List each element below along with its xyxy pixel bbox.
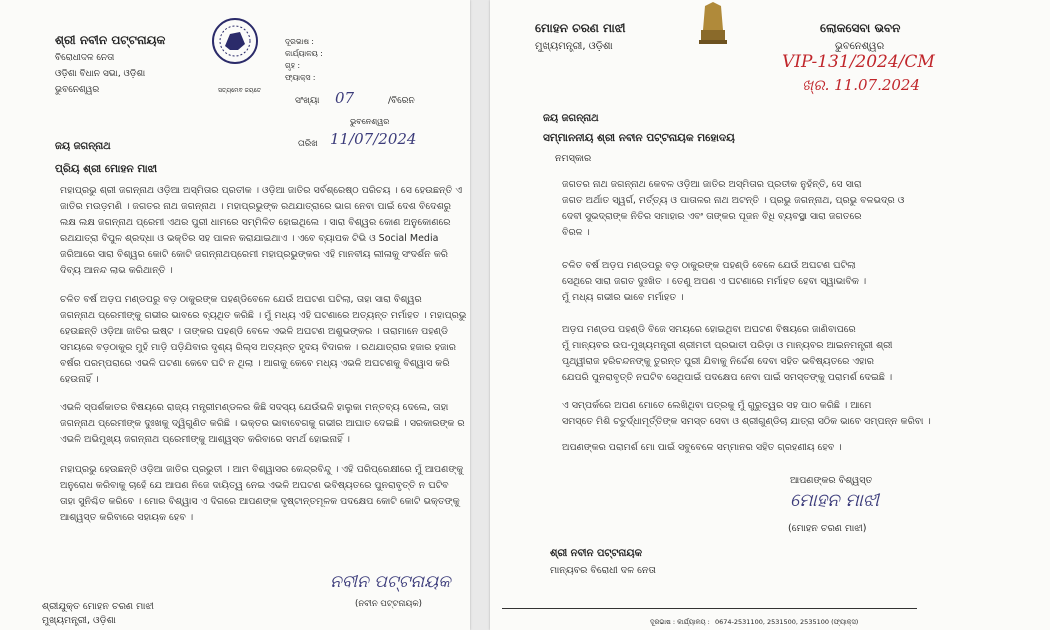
paragraph: [60, 183, 463, 279]
paragraph: [562, 398, 957, 430]
paragraph: [60, 400, 465, 448]
paragraph-line: ଅପଣଙ୍କର ପରାମର୍ଶ ମୋ ପାଇଁ ସବୁବେଳେ ସମ୍ମାନର ସହିତ ଗ୍ରହଣୀୟ ହେବ ।: [562, 442, 842, 453]
paragraph-line: ଏ ସମ୍ପର୍କରେ ଅପଣ ମୋତେ ଲେଖିଥିବା ପତ୍ରକୁ ମୁଁ ଗୁରୁତ୍ୱର ସହ ପାଠ କରିଛି । ଆମେ: [562, 400, 872, 411]
contact-label: କାର୍ଯ୍ୟାଳୟ :: [285, 49, 323, 58]
salutation: ପ୍ରିୟ ଶ୍ରୀ ମୋହନ ମାଝୀ: [55, 163, 158, 175]
reference-date: ଖ୍ର. 11.07.2024: [802, 76, 921, 94]
paragraph-line: ବର୍ଷର ପରମ୍ପରାରେ ଏଭଳି ଘଟଣା କେବେ ଘଟି ନ ଥିଲା । ଆଗକୁ କେବେ ମଧ୍ୟ ଏଭଳି ଅଘଟଣକୁ ବିଶ୍ୱାସ କରି: [60, 358, 450, 369]
office-place: ଭୁବନେଶ୍ୱର: [835, 41, 885, 52]
sender-name: ଶ୍ରୀ ନବୀନ ପଟ୍ଟନାୟକ: [55, 33, 166, 47]
footer-label: ଦୂରଭାଷ : କାର୍ଯ୍ୟାଳୟ :: [650, 618, 710, 626]
recipient-line: ଶ୍ରୀ ନବୀନ ପଟ୍ଟନାୟକ: [550, 548, 642, 559]
paragraph-line: ହେଉଛନ୍ତି ଓଡ଼ିଆ ଜାତିର ଇଷ୍ଟ । ତାଙ୍କର ପହଣ୍ଡି ବେଳେ ଏଭଳି ଅଘଟଣ ଅଶୁଭଙ୍କର । ତାରାମାନେ ପହଣ୍ଡି: [60, 326, 449, 337]
paragraph-line: ମହାପ୍ରଭୁ ହେଉଛନ୍ତି ଓଡ଼ିଆ ଜାତିର ପ୍ରଭୁତୀ । ଆମ ବିଶ୍ୱାସର କେନ୍ଦ୍ରବିନ୍ଦୁ । ଏହି ପରିପ୍ରେକ୍ଷୀରେ ମୁଁ ଆପଣଙ୍କୁ: [60, 464, 464, 475]
paragraph-line: ଜଗତର ନାଥ ଜଗନ୍ନାଥ କେବଳ ଓଡ଼ିଆ ଜାତିର ଅସ୍ମିତାର ପ୍ରତୀକ ନୁହଁନ୍ତି, ସେ ସାରା: [562, 179, 862, 190]
paragraph: [60, 292, 467, 388]
date-label: ତାରିଖ: [298, 139, 318, 149]
paragraph-line: ବିରଳ ।: [562, 227, 590, 238]
paragraph-line: ରଥଯାତ୍ରା ବିପୁଳ ଶ୍ରଦ୍ଧା ଓ ଭକ୍ତିର ସହ ପାଳନ କରାଯାଇଥାଏ । ଏବେ ବ୍ୟାପକ ଟିଭି ଓ Social Media: [60, 233, 439, 244]
recipient-line: ମାନ୍ୟବର ବିରୋଧୀ ଦଳ ନେତା: [550, 565, 656, 576]
emblem-caption: ସତ୍ୟମେବ ଜୟତେ: [218, 87, 262, 94]
number-label: ସଂଖ୍ୟା: [295, 96, 320, 106]
paragraph-line: ଏଭଳି ସ୍ପର୍ଶକାତର ବିଷୟରେ ରାଜ୍ୟ ମନ୍ତ୍ରୀମଣ୍ଡଳର କିଛି ସଦସ୍ୟ ଯେଉଁଭଳି ହାଲୁକା ମନ୍ତବ୍ୟ ଦେଲେ, ତାହା: [60, 402, 449, 413]
salutation: ସମ୍ମାନନୀୟ ଶ୍ରୀ ନବୀନ ପଟ୍ଟନାୟକ ମହୋଦୟ: [543, 132, 735, 144]
paragraph: [562, 177, 957, 241]
paragraph-line: ମୁଁ ମାନ୍ୟବର ଉପ-ମୁଖ୍ୟମନ୍ତ୍ରୀ ଶ୍ରୀମତୀ ପ୍ରଭାତୀ ପରିଡ଼ା ଓ ମାନ୍ୟବର ଆଇନମନ୍ତ୍ରୀ ଶ୍ରୀ: [562, 340, 893, 351]
contact-label: ଫ୍ୟାକ୍ସ :: [285, 73, 316, 82]
sender-address-line: ବିରୋଧୀଦଳ ନେତା: [55, 53, 115, 63]
paragraph-line: ମହାପ୍ରଭୁ ଶ୍ରୀ ଜଗନ୍ନାଥ ଓଡ଼ିଆ ଅସ୍ମିତାର ପ୍ରତୀକ । ଓଡ଼ିଆ ଜାତିର ସର୍ବଶ୍ରେଷ୍ଠ ପରିଚୟ । ସେ ହେଉଛନ୍ତି ଏ: [60, 185, 463, 196]
letter-left: [0, 0, 470, 630]
letter-right: [490, 0, 1050, 630]
paragraph-line: ଜଗତ ଅର୍ଥାତ ସ୍ୱର୍ଗ, ମର୍ତ୍ତ୍ୟ ଓ ପାତାଳର ନାଥ ଅଟନ୍ତି । ପ୍ରଭୁ ଜଗନ୍ନାଥ, ପ୍ରଭୁ ବଳଭଦ୍ର ଓ: [562, 195, 905, 206]
paragraph-line: ଜଗନ୍ନାଥ ପ୍ରେମୀଙ୍କୁ ଗଭୀର ଭାବରେ ବ୍ୟଥିତ କରିଛି । ମୁଁ ମଧ୍ୟ ଏହି ଘଟଣାରେ ଅତ୍ୟନ୍ତ ମର୍ମାହତ । ମହାପ୍ରଭୁ: [60, 310, 467, 321]
paragraph-line: ମୁଁ ମଧ୍ୟ ଗଭୀର ଭାବେ ମର୍ମାହତ ।: [562, 292, 684, 303]
invocation: ଜୟ ଜଗନ୍ନାଥ: [55, 141, 111, 152]
paragraph: [562, 322, 957, 386]
paragraph-line: ଯେପରି ପୁନରାବୃତ୍ତି ନଘଟିବ ସେଥିପାଇଁ ପଦକ୍ଷେପ ନେବା ପାଇଁ ସମସ୍ତଙ୍କୁ ପରାମର୍ଶ ଦେଇଛି ।: [562, 372, 893, 383]
paragraph-line: ଚଳିତ ବର୍ଷ ଅଡ଼ପ ମଣ୍ଡପରୁ ବଡ଼ ଠାକୁରଙ୍କ ପହଣ୍ଡିବେଳେ ଯେଉଁ ଅଘଟଣ ଘଟିଲା, ତାହା ସାରା ବିଶ୍ୱର: [60, 294, 422, 305]
paragraph-line: ତାହା ସୁନିଶ୍ଚିତ କରିବେ । ମୋର ବିଶ୍ୱାସ ଏ ଦିଗରେ ଆପଣଙ୍କ ଦୃଷ୍ଟାନ୍ତମୂଳକ ପଦକ୍ଷେପ କୋଟି କୋଟି ଭକ୍ତଙ୍କୁ: [60, 496, 460, 507]
number-value: 07: [335, 89, 355, 107]
paragraph: [562, 258, 957, 306]
closing: ଆପଣଙ୍କର ବିଶ୍ୱସ୍ତ: [790, 475, 873, 486]
government-seal-icon: [210, 14, 260, 80]
contact-label: ଦୂରଭାଷ :: [285, 37, 314, 46]
paragraph-line: ଅଡ଼ପ ମଣ୍ଡପ ପହଣ୍ଡି ବିଜେ ସମୟରେ ହୋଇଥିବା ଅଘଟଣ ବିଷୟରେ ଜାଣିବାପରେ: [562, 324, 856, 335]
signatory-name: (ନବୀନ ପଟ୍ଟନାୟକ): [355, 599, 422, 609]
paragraph-line: ସମସ୍ତେ ମିଶି ଚତୁର୍ଦ୍ଧାମୂର୍ତ୍ତିଙ୍କ ସମସ୍ତ ସେବା ଓ ଶ୍ରୀଗୁଣ୍ଡିଚା ଯାତ୍ରା ସଠିକ ଭାବେ ସମ୍ପନ୍ନ କରିବା ।: [562, 416, 931, 427]
reference-number: VIP-131/2024/CM: [782, 52, 935, 72]
paragraph-line: ଚଳିତ ବର୍ଷ ଅଡ଼ପ ମଣ୍ଡପରୁ ବଡ଼ ଠାକୁରଙ୍କ ପହଣ୍ଡି ବେଳେ ଯେଉଁ ଅଘଟଣ ଘଟିଲା: [562, 260, 856, 271]
paragraph-line: ଲକ୍ଷ ଲକ୍ଷ ଜଗନ୍ନାଥ ପ୍ରେମୀ ଏଥର ପୁରୀ ଧାମରେ ସମ୍ମିଳିତ ହୋଇଥିଲେ । ସାରା ବିଶ୍ୱର କୋଣ ଅନୁକୋଣରେ: [60, 217, 451, 228]
place: ଭୁବନେଶ୍ୱର: [350, 117, 390, 126]
recipient-line: ମୁଖ୍ୟମନ୍ତ୍ରୀ, ଓଡ଼ିଶା: [42, 615, 116, 626]
sender-name: ମୋହନ ଚରଣ ମାଝୀ: [535, 21, 626, 35]
paragraph-line: ଜରିଆରେ ସାରା ବିଶ୍ୱର କୋଟି କୋଟି ଜଗନ୍ନାଥପ୍ରେମୀ ମହାପ୍ରଭୁଙ୍କର ଏହି ମାନବୀୟ ଲୀଳାକୁ ସଂଦର୍ଶନ କରି: [60, 249, 448, 260]
paragraph-line: ଜଗନ୍ନାଥ ପ୍ରେମୀଙ୍କ ଦୁଃଖକୁ ଦ୍ୱିଗୁଣିତ କରିଛି । ଭକ୍ତର ଭାବାବେଗକୁ ଗଭୀର ଆଘାତ ଦେଇଛି । ସରକାରଙ୍କ ର: [60, 418, 465, 429]
sender-address-line: ଓଡ଼ିଶା ବିଧାନ ସଭା, ଓଡ଼ିଶା: [55, 69, 146, 79]
signature: ନବୀନ ପଟ୍ଟନାୟକ: [330, 572, 451, 592]
paragraph-line: ସେଥିରେ ସାରା ଜଗତ ଦୁଃଖିତ । ତେଣୁ ଅପଣ ଏ ଘଟଣାରେ ମର୍ମାହତ ହେବା ସ୍ୱାଭାବିକ ।: [562, 276, 867, 287]
sender-address-line: ଭୁବନେଶ୍ୱର: [55, 85, 100, 95]
recipient-line: ଶ୍ରୀଯୁକ୍ତ ମୋହନ ଚରଣ ମାଝୀ: [42, 601, 154, 612]
number-suffix: /ବିରେନ: [388, 96, 415, 106]
footer-divider: [502, 608, 917, 609]
contact-label: ଗୃହ :: [285, 61, 301, 70]
paragraph-line: ଜାତିର ମଉଡ଼ମଣି । ଜଗତର ନାଥ ଜଗନ୍ନାଥ । ମହାପ୍ରଭୁଙ୍କ ରଥଯାତ୍ରାରେ ଭାଗ ନେବା ପାଇଁ ଦେଶ ବିଦେଶରୁ: [60, 201, 451, 212]
invocation: ଜୟ ଜଗନ୍ନାଥ: [543, 113, 599, 124]
date-value: 11/07/2024: [330, 130, 417, 148]
signatory-name: (ମୋହନ ଚରଣ ମାଝୀ): [788, 523, 867, 534]
paragraph: [60, 462, 464, 526]
signature: ମୋହନ ମାଝୀ: [790, 490, 879, 511]
greeting: ନମସ୍କାର: [555, 153, 592, 164]
sender-title: ମୁଖ୍ୟମନ୍ତ୍ରୀ, ଓଡ଼ିଶା: [535, 41, 613, 52]
paragraph-line: ସମୟରେ ବଡ଼ଠାକୁର ମୁହଁ ମାଡ଼ି ପଡ଼ିଯିବାର ଦୃଶ୍ୟ ରିଲ୍ସ ଅତ୍ୟନ୍ତ ହୃଦୟ ବିଦାରକ । ରଥଯାତ୍ରାର ହଜାର ହଜାର: [60, 342, 456, 353]
paragraph-line: ଦିବ୍ୟ ଆନନ୍ଦ ଲାଭ କରିଥାନ୍ତି ।: [60, 265, 173, 276]
paragraph: [562, 440, 957, 456]
paragraph-line: ଆଶ୍ୱସ୍ତ କରିବାରେ ସହାୟକ ହେବ ।: [60, 512, 194, 523]
footer-phones: 0674-2531100, 2531500, 2535100 (ଫ୍ୟାକ୍ସ): [715, 618, 859, 626]
paragraph-line: ପୃଥ୍ୱୀରାଜ ହରିଚନ୍ଦନଙ୍କୁ ତୁରନ୍ତ ପୁରୀ ଯିବାକୁ ନିର୍ଦ୍ଦେଶ ଦେବା ସହିତ ଭବିଷ୍ୟତରେ ଏହାର: [562, 356, 874, 367]
paragraph-line: ଦେବୀ ସୁଭଦ୍ରାଙ୍କ ନିତିର ସମାହାର ଏବଂ ତାଙ୍କର ପୂଜନ ବିଧି ବ୍ୟବସ୍ଥା ସାରା ଜଗତରେ: [562, 211, 862, 222]
state-emblem-icon: [695, 0, 731, 48]
paragraph-line: ହେଉନାହିଁ ।: [60, 374, 99, 385]
paragraph-line: ଅନୁରୋଧ କରିବାକୁ ଚାହେଁ ଯେ ଆପଣ ନିଜେ ଦାୟିତ୍ୱ ନେଇ ଏଭଳି ଅଘଟଣ ଭବିଷ୍ୟତରେ ପୁନରାବୃତ୍ତି ନ ଘଟିବ: [60, 480, 449, 491]
office-name: ଲୋକସେବା ଭବନ: [820, 21, 901, 35]
paragraph-line: ଏଭଳି ଅଭିମୁଖ୍ୟ ଜଗନ୍ନାଥ ପ୍ରେମୀଙ୍କୁ ଆଶ୍ୱସ୍ତ କରିବାରେ ସମର୍ଥ ହୋଇନାହିଁ ।: [60, 434, 350, 445]
